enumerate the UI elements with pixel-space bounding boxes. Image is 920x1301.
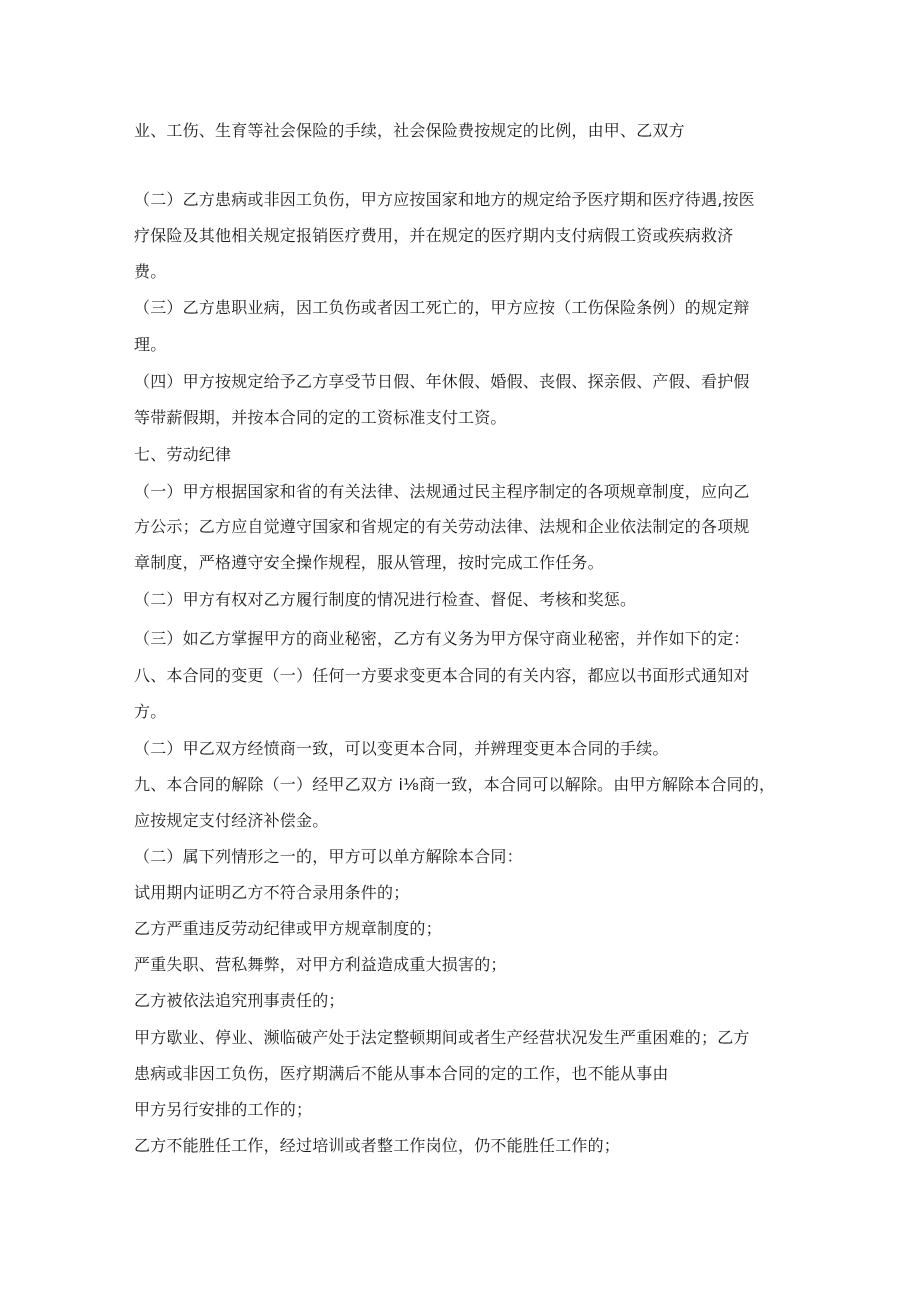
text-line: 试用期内证明乙方不符合录用条件的； bbox=[134, 883, 410, 902]
section-heading: 七、劳动纪律 bbox=[134, 445, 232, 464]
text-line: 费。 bbox=[134, 262, 167, 281]
text-line: 业、工伤、生育等社会保险的手续，社会保险费按规定的比例，由甲、乙双方 bbox=[134, 121, 685, 140]
text-line: 应按规定支付经济补偿金。 bbox=[134, 811, 329, 830]
text-line: （三）如乙方掌握甲方的商业秘密，乙方有义务为甲方保守商业秘密，并作如下的定： bbox=[134, 629, 750, 648]
text-line: （二）乙方患病或非因工负伤，甲方应按国家和地方的规定给予医疗期和医疗待遇,按医 bbox=[134, 190, 755, 209]
text-line: （二）甲乙双方经愤商一致，可以变更本合同，并辨理变更本合同的手续。 bbox=[134, 739, 669, 758]
text-line: 严重失职、营私舞弊，对甲方利益造成重大损害的； bbox=[134, 955, 507, 974]
text-line: （二）甲方有权对乙方履行制度的情况进行检查、督促、考核和奖惩。 bbox=[134, 590, 637, 609]
text-line: 乙方不能胜任工作，经过培训或者整工作岗位，仍不能胜任工作的； bbox=[134, 1136, 621, 1155]
text-line: （一）甲方根据国家和省的有关法律、法规通过民主程序制定的各项规章制度，应向乙 bbox=[134, 482, 750, 501]
text-line: 方公示；乙方应自觉遵守国家和省规定的有关劳动法律、法规和企业依法制定的各项规 bbox=[134, 517, 750, 536]
text-line: （二）属下列情形之一的，甲方可以单方解除本合同： bbox=[134, 847, 523, 866]
text-line: 等带薪假期，并按本合同的定的工资标准支付工资。 bbox=[134, 408, 507, 427]
text-line: 甲方另行安排的工作的； bbox=[134, 1100, 313, 1119]
text-line: 九、本合同的解除（一）经甲乙双方 i⅛商一致，本合同可以解除。由甲方解除本合同的， bbox=[134, 775, 776, 794]
text-line: 甲方歇业、停业、濒临破产处于法定整顿期间或者生产经营状况发生严重困难的；乙方 bbox=[134, 1028, 750, 1047]
text-line: （三）乙方患职业病，因工负伤或者因工死亡的，甲方应按（工伤保险条例）的规定辩 bbox=[134, 298, 750, 317]
text-line: 章制度，严格遵守安全操作规程，服从管理，按时完成工作任务。 bbox=[134, 553, 604, 572]
text-line: 疗保险及其他相关规定报销医疗费用，并在规定的医疗期内支付病假工资或疾病救济 bbox=[134, 226, 734, 245]
text-line: （四）甲方按规定给予乙方享受节日假、年休假、婚假、丧假、探亲假、产假、看护假 bbox=[134, 372, 750, 391]
text-line: 方。 bbox=[134, 702, 167, 721]
text-line: 理。 bbox=[134, 335, 167, 354]
text-line: 乙方严重违反劳动纪律或甲方规章制度的； bbox=[134, 919, 442, 938]
text-line: 患病或非因工负伤，医疗期满后不能从事本合同的定的工作，也不能从事由 bbox=[134, 1064, 669, 1083]
text-line: 八、本合同的变更（一）任何一方要求变更本合同的有关内容，都应以书面形式通知对 bbox=[134, 666, 750, 685]
text-line: 乙方被依法追究刑事责任的； bbox=[134, 991, 345, 1010]
